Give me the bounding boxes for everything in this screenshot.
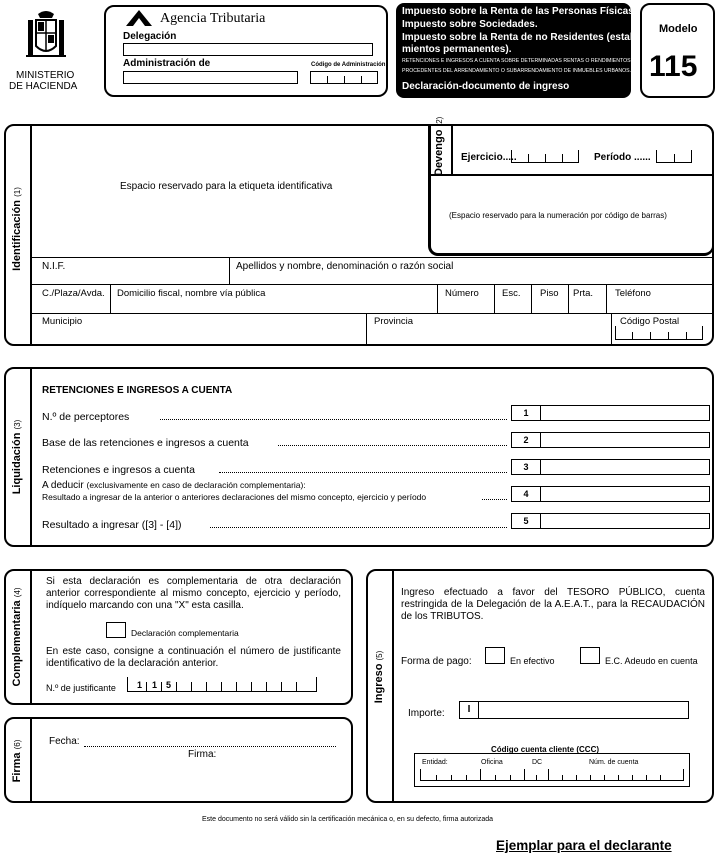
modelo-label: Modelo	[659, 23, 698, 35]
nif-label: N.I.F.	[42, 261, 66, 272]
modelo-number: 115	[649, 50, 698, 83]
agency-name: Agencia Tributaria	[160, 11, 266, 26]
ministry-name-2: DE HACIENDA	[9, 81, 78, 92]
tax-line-4: mientos permanentes).	[402, 44, 512, 55]
codigo-postal-field[interactable]	[615, 326, 703, 340]
domicilio-label: Domicilio fiscal, nombre vía pública	[117, 288, 266, 299]
delegacion-label: Delegación	[123, 31, 177, 42]
efectivo-checkbox[interactable]	[485, 647, 505, 664]
codigo-admin-label: Código de Administración	[311, 62, 386, 68]
fecha-label: Fecha:	[49, 736, 80, 747]
identificacion-heading: Identificación (1)	[11, 187, 23, 271]
complementaria-text-1: Si esta declaración es complementaria de otra declaración anterior correspondiente al mismo concepto, ejercicio y período, indíquelo marcando con una "X" esta casilla.	[46, 576, 341, 611]
importe-field[interactable]	[478, 701, 689, 719]
ccc-field[interactable]	[420, 769, 684, 781]
deducir-label: A deducir (exclusivamente en caso de declaración complementaria):	[42, 480, 306, 491]
adeudo-label: E.C. Adeudo en cuenta	[605, 656, 698, 666]
liquidacion-title: RETENCIONES E INGRESOS A CUENTA	[42, 385, 233, 396]
doc-title: Declaración-documento de ingreso	[402, 81, 570, 92]
copy-label: Ejemplar para el declarante	[496, 838, 672, 853]
deducir-sub-label: Resultado a ingresar de la anterior o anteriores declaraciones del mismo concepto, ejercicio y período	[42, 492, 427, 502]
complementaria-text-2: En este caso, consigne a continuación el número de justificante identificativo de la declaración anterior.	[46, 646, 341, 669]
validity-note: Este documento no será válido sin la certificación mecánica o, en su defecto, firma autorizada	[202, 816, 494, 823]
complementaria-checkbox-label: Declaración complementaria	[131, 628, 239, 638]
resultado-field[interactable]	[541, 513, 710, 529]
tax-small-line-1: RETENCIONES E INGRESOS A CUENTA SOBRE DETERMINADAS RENTAS O RENDIMIENTOS	[402, 58, 631, 64]
tax-line-3: Impuesto sobre la Renta de no Residentes (estableci-	[402, 32, 656, 43]
resultado-label: Resultado a ingresar ([3] - [4])	[42, 519, 182, 531]
importe-prefix: I	[459, 701, 479, 719]
barcode-space-text: (Espacio reservado para la numeración por código de barras)	[449, 211, 667, 220]
periodo-label: Período ......	[594, 152, 651, 163]
ccc-cuenta-label: Núm. de cuenta	[589, 759, 639, 766]
firma-section	[4, 717, 353, 803]
ingreso-heading: Ingreso (5)	[373, 650, 385, 704]
delegacion-field[interactable]	[123, 43, 373, 56]
adeudo-checkbox[interactable]	[580, 647, 600, 664]
ccc-entidad-label: Entidad:	[422, 759, 448, 766]
firma-heading: Firma (6)	[11, 739, 23, 783]
ejercicio-label: Ejercicio.....	[461, 152, 517, 163]
devengo-heading: Devengo (2)	[433, 116, 445, 176]
provincia-label: Provincia	[374, 316, 414, 327]
box-2-number: 2	[511, 432, 541, 448]
numero-label: Número	[445, 288, 479, 299]
complementaria-checkbox[interactable]	[106, 622, 126, 638]
tax-small-line-2: PROCEDENTES DEL ARRENDAMIENTO O SUBARRENDAMIENTO DE INMUEBLES URBANOS.	[402, 68, 632, 74]
retenciones-label: Retenciones e ingresos a cuenta	[42, 464, 195, 476]
prta-label: Prta.	[573, 288, 594, 299]
municipio-label: Municipio	[42, 316, 83, 327]
piso-label: Piso	[540, 288, 559, 299]
administracion-label: Administración de	[123, 58, 211, 69]
ccc-oficina-label: Oficina	[481, 759, 503, 766]
codigo-postal-label: Código Postal	[620, 316, 680, 327]
perceptores-label: N.º de perceptores	[42, 411, 130, 423]
esc-label: Esc.	[502, 288, 521, 299]
forma-pago-label: Forma de pago:	[401, 656, 472, 667]
box-4-number: 4	[511, 486, 541, 502]
retenciones-field[interactable]	[541, 459, 710, 475]
box-5-number: 5	[511, 513, 541, 529]
justificante-label: N.º de justificante	[46, 683, 116, 693]
box-3-number: 3	[511, 459, 541, 475]
coat-of-arms-icon	[22, 8, 70, 70]
base-field[interactable]	[541, 432, 710, 448]
importe-label: Importe:	[408, 708, 445, 719]
administracion-field[interactable]	[123, 71, 298, 84]
apellidos-label: Apellidos y nombre, denominación o razón social	[236, 261, 454, 272]
calle-label: C./Plaza/Avda.	[42, 288, 105, 299]
efectivo-label: En efectivo	[510, 656, 555, 666]
tax-line-1: Impuesto sobre la Renta de las Personas Físicas.	[402, 6, 637, 17]
ministry-name-1: MINISTERIO	[16, 70, 75, 81]
box-1-number: 1	[511, 405, 541, 421]
ccc-title: Código cuenta cliente (CCC)	[491, 745, 600, 754]
devengo-box	[428, 116, 714, 256]
perceptores-field[interactable]	[541, 405, 710, 421]
agency-logo-icon	[124, 8, 154, 30]
ingreso-text: Ingreso efectuado a favor del TESORO PÚBLICO, cuenta restringida de la Delegación de la A.E.A.T., para la RECAUDACIÓN de los TRIBUTOS.	[401, 587, 705, 622]
label-space-text: Espacio reservado para la etiqueta identificativa	[120, 181, 333, 192]
firma-label: Firma:	[188, 749, 217, 760]
telefono-label: Teléfono	[615, 288, 651, 299]
fecha-field[interactable]	[84, 746, 336, 747]
deducir-field[interactable]	[541, 486, 710, 502]
complementaria-heading: Complementaria (4)	[11, 587, 23, 687]
tax-line-2: Impuesto sobre Sociedades.	[402, 19, 538, 30]
base-label: Base de las retenciones e ingresos a cuenta	[42, 437, 249, 449]
liquidacion-heading: Liquidación (3)	[11, 419, 23, 495]
ccc-dc-label: DC	[532, 759, 543, 766]
